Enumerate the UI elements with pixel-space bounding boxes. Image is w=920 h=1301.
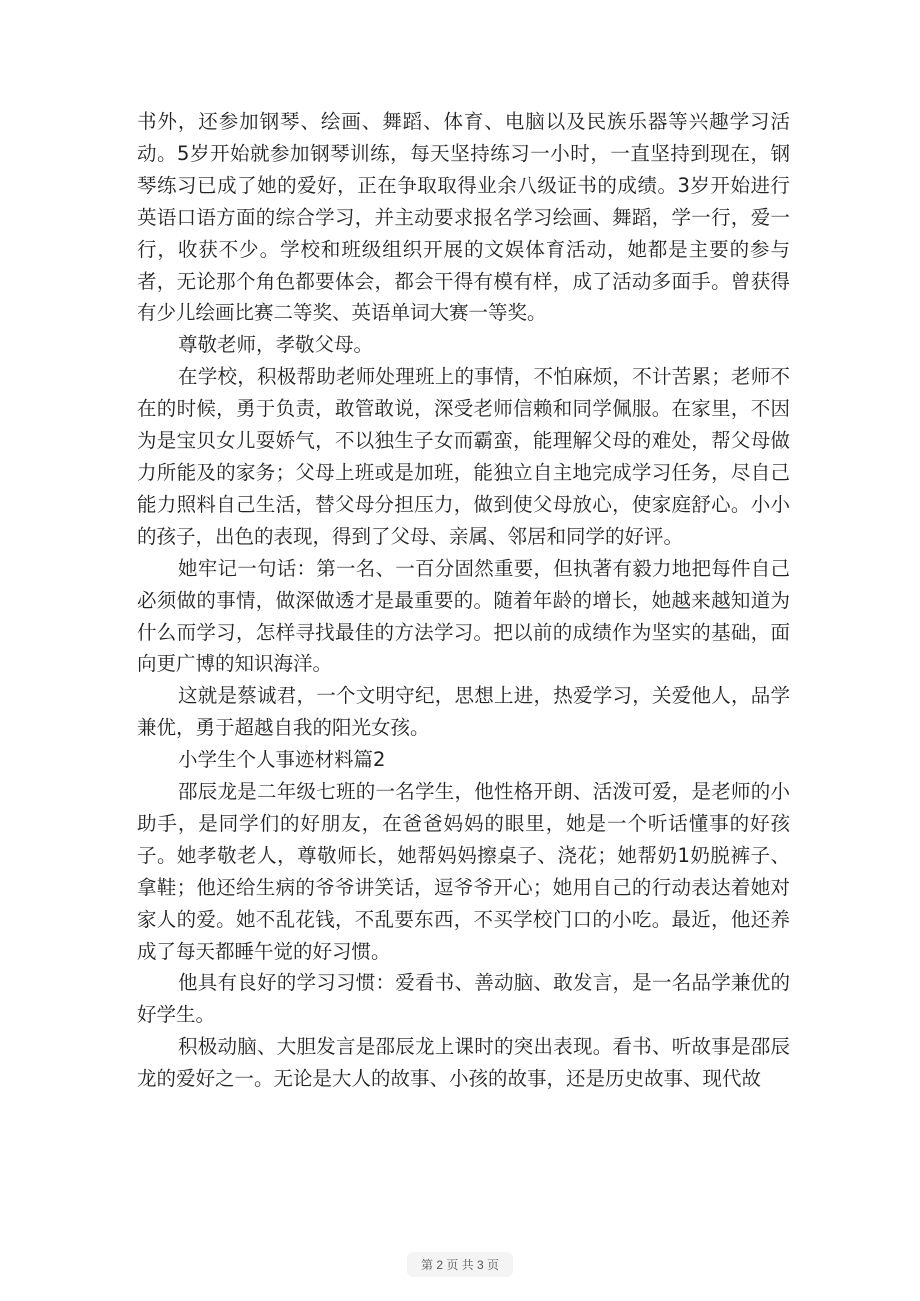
paragraph-intro-shao: 邵辰龙是二年级七班的一名学生，他性格开朗、活泼可爱，是老师的小助手，是同学们的好朋友，在爸爸妈妈的眼里，她是一个听话懂事的好孩子。她孝敬老人，尊敬师长，她帮妈妈擦桌子、浇花；她帮奶1奶脱裤子、拿鞋；他还给生病的爷爷讲笑话，逗爷爷开心；她用自己的行动表达着她对家人的爱。她不乱花钱，不乱要东西，不买学校门口的小吃。最近，他还养成了每天都睡午觉的好习惯。 <box>137 780 790 963</box>
paragraph-school-and-home: 在学校，积极帮助老师处理班上的事情，不怕麻烦，不计苦累；老师不在的时候，勇于负责，敢管敢说，深受老师信赖和同学佩服。在家里，不因为是宝贝女儿耍娇气，不以独生子女而霸蛮，能理解父母的难处，帮父母做力所能及的家务；父母上班或是加班，能独立自主地完成学习任务，尽自己能力照料自己生活，替父母分担压力，做到使父母放心，使家庭舒心。小小的孩子，出色的表现，得到了父母、亲属、邻居和同学的好评。 <box>137 365 790 548</box>
paragraph-summary: 这就是蔡诚君，一个文明守纪，思想上进，热爱学习，关爱他人，品学兼优，勇于超越自我的阳光女孩。 <box>137 684 790 740</box>
page-indicator <box>0 1252 920 1277</box>
paragraph-respect-heading: 尊敬老师，孝敬父母。 <box>177 333 373 357</box>
paragraph-study-habits: 他具有良好的学习习惯：爱看书、善动脑、敢发言，是一名品学兼优的好学生。 <box>137 971 790 1027</box>
page-indicator-label: 第 2 页 共 3 页 <box>407 1252 513 1277</box>
section-heading-part-2: 小学生个人事迹材料篇2 <box>177 748 386 772</box>
paragraph-hobbies: 书外，还参加钢琴、绘画、舞蹈、体育、电脑以及民族乐器等兴趣学习活动。5岁开始就参加钢琴训练，每天坚持练习一小时，一直坚持到现在，钢琴练习已成了她的爱好，正在争取取得业余八级证书的成绩。3岁开始进行英语口语方面的综合学习，并主动要求报名学习绘画、舞蹈，学一行，爱一行，收获不少。学校和班级组织开展的文娱体育活动，她都是主要的参与者，无论那个角色都要体会，都会干得有模有样，成了活动多面手。曾获得有少儿绘画比赛二等奖、英语单词大赛一等奖。 <box>137 110 790 325</box>
paragraph-motto: 她牢记一句话：第一名、一百分固然重要，但执著有毅力地把每件自己必须做的事情，做深做透才是最重要的。随着年龄的增长，她越来越知道为什么而学习，怎样寻找最佳的方法学习。把以前的成绩作为坚实的基础，面向更广博的知识海洋。 <box>137 556 790 676</box>
paragraph-class-performance: 积极动脑、大胆发言是邵辰龙上课时的突出表现。看书、听故事是邵辰龙的爱好之一。无论是大人的故事、小孩的故事，还是历史故事、现代故 <box>137 1035 790 1091</box>
document-body <box>137 106 790 1095</box>
